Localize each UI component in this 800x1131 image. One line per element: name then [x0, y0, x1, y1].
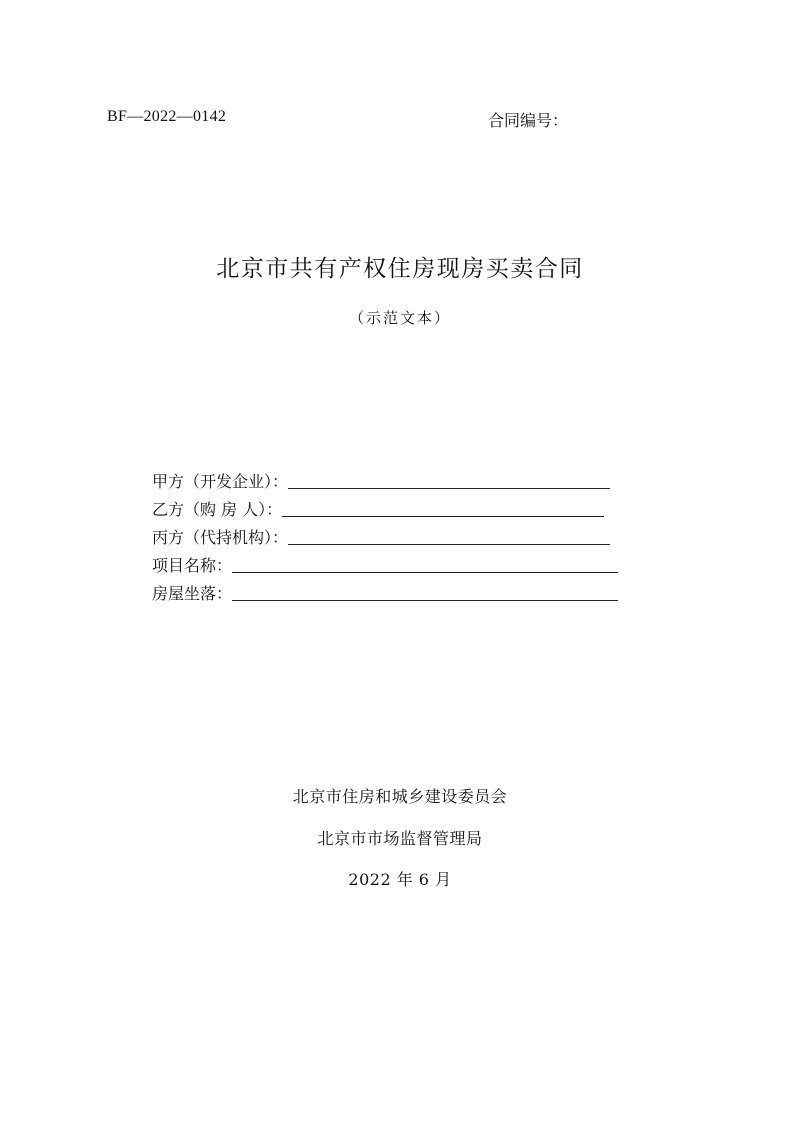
document-title: 北京市共有产权住房现房买卖合同	[216, 256, 584, 282]
house-location-blank-line[interactable]	[232, 599, 618, 601]
party-b-label: 乙方（购 房 人）：	[152, 500, 283, 519]
party-b-row	[152, 494, 604, 520]
house-location-label: 房屋坐落：	[152, 584, 233, 603]
party-a-blank-line[interactable]	[288, 487, 610, 489]
document-code: BF—2022—0142	[107, 108, 227, 125]
issuer-market-supervision: 北京市市场监督管理局	[317, 829, 483, 848]
document-subtitle: （示范文本）	[348, 309, 451, 327]
issuer-housing-commission: 北京市住房和城乡建设委员会	[292, 787, 508, 806]
party-c-blank-line[interactable]	[288, 543, 610, 545]
party-c-label: 丙方（代持机构）：	[152, 528, 289, 547]
project-name-row	[152, 550, 618, 576]
party-b-blank-line[interactable]	[282, 515, 604, 517]
issue-date: 2022 年 6 月	[348, 870, 452, 889]
project-name-blank-line[interactable]	[232, 571, 618, 573]
party-c-row	[152, 522, 610, 548]
contract-number-label: 合同编号：	[488, 111, 569, 130]
house-location-row	[152, 578, 618, 604]
project-name-label: 项目名称：	[152, 556, 233, 575]
party-a-row	[152, 466, 610, 492]
party-a-label: 甲方（开发企业）：	[152, 472, 289, 491]
